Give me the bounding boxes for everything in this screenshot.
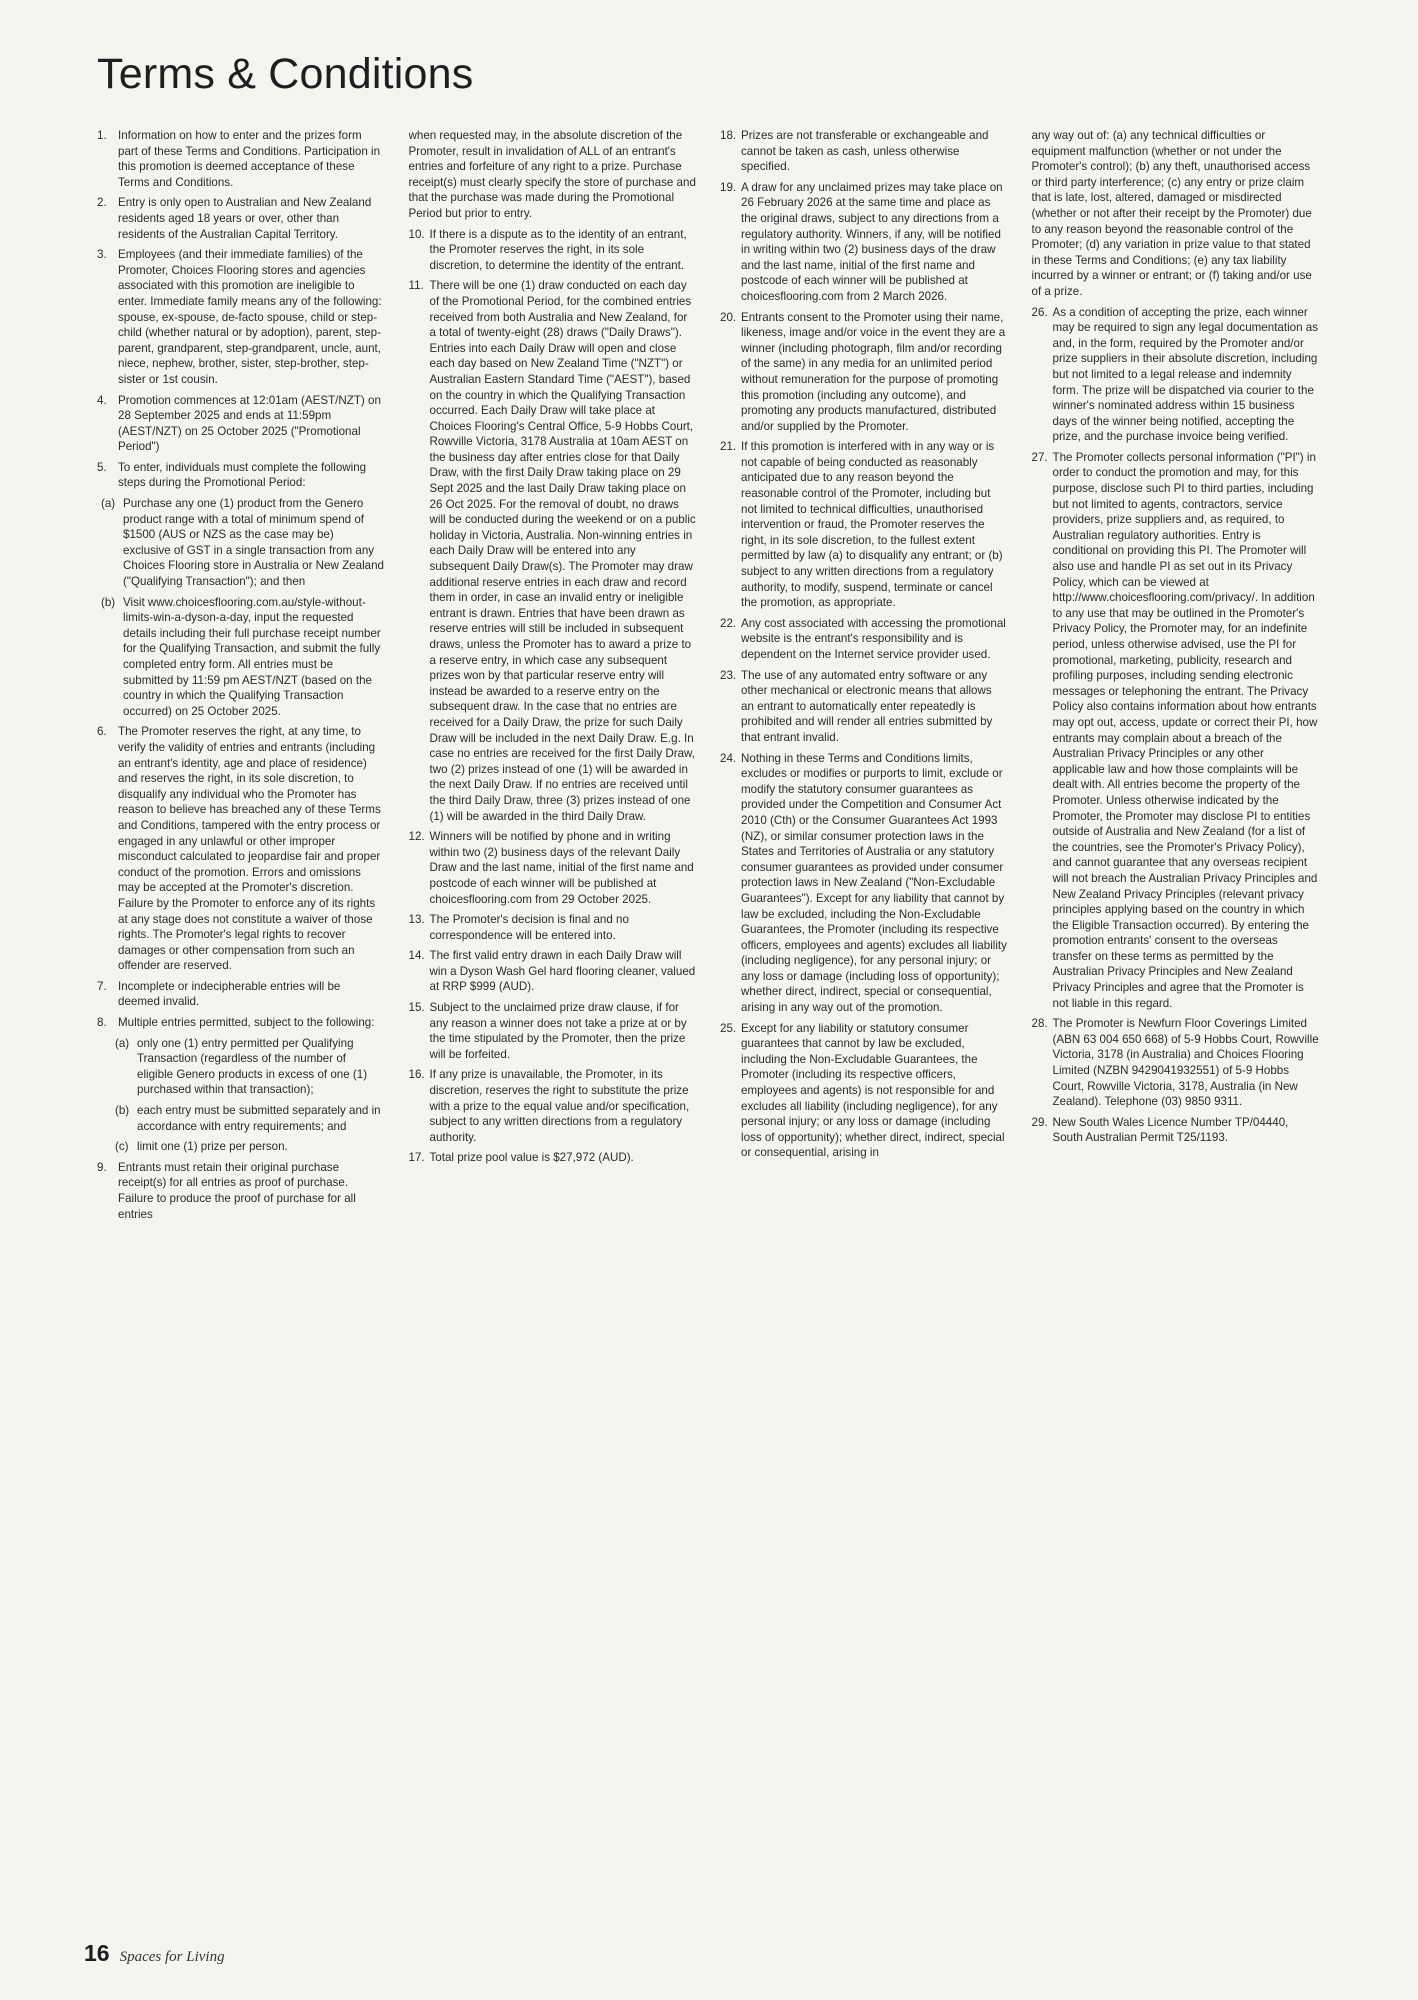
clause-continuation: when requested may, in the absolute discretion of the Promoter, result in invalidation of ALL of an entrant's entries and forfeiture of any right to a prize. Purchase receipt(s) must clearly specify the store of purchase and that the purchase was made during the Promotional Period but prior to entry.	[408, 129, 696, 220]
clause	[1032, 1016, 1320, 1110]
clause	[1032, 450, 1320, 1011]
clause-text: Visit www.choicesflooring.com.au/style-without-limits-win-a-dyson-a-day, input the requested details including their full purchase receipt number for the Qualifying Transaction, and submit the fully completed entry form. All entries must be submitted by 11:59 pm AEST/NZT (based on the country in which the Qualifying Transaction occurred) on 25 October 2025.	[123, 595, 381, 718]
column-2	[409, 128, 697, 1928]
clause-text: Entrants consent to the Promoter using their name, likeness, image and/or voice in the event they are a winner (including photograph, film and/or recording of the same) in any media for an unlimited period without remuneration for the purpose of promoting this promotion (including any outcome), and promoting any products manufactured, distributed and/or supplied by the Promoter.	[741, 310, 1006, 433]
clause	[1032, 1115, 1320, 1146]
clause-number: 9.	[97, 1160, 107, 1174]
clause-number: 17.	[408, 1151, 425, 1165]
clause	[720, 439, 1008, 611]
clause-text: New South Wales Licence Number TP/04440, South Australian Permit T25/1193.	[1052, 1115, 1289, 1145]
clause-text: Entry is only open to Australian and New Zealand residents aged 18 years or over, other than residents of the Australian Capital Territory.	[118, 196, 372, 241]
clause-number: (b)	[115, 1104, 130, 1118]
clause-number: 12.	[408, 830, 425, 844]
clause-number: 13.	[408, 913, 425, 927]
clause	[409, 829, 697, 907]
clause-number: 18.	[720, 129, 737, 142]
clause-number: 8.	[97, 1016, 107, 1030]
clause-text: Except for any liability or statutory consumer guarantees that cannot by law be excluded, including the Non-Excludable Guarantees, the Promoter (including its respective officers, employees and agents) is not responsible for and excludes all liability (including negligence), for any personal injury; or any loss or damage (including loss of opportunity); whether direct, indirect, special or consequential, arising in	[741, 1021, 1005, 1160]
clause-text: each entry must be submitted separately and in accordance with entry requirements; and	[137, 1104, 381, 1133]
clause	[720, 180, 1008, 305]
clause	[97, 724, 385, 974]
sub-clause	[97, 496, 385, 590]
clause	[97, 460, 385, 491]
clause-text: Prizes are not transferable or exchangeable and cannot be taken as cash, unless otherwise specified.	[741, 129, 989, 174]
clause	[409, 948, 697, 995]
clause-text: Promotion commences at 12:01am (AEST/NZT) on 28 September 2025 and ends at 11:59pm (AEST/NZT) on 25 October 2025 ("Promotional Period")	[118, 393, 381, 454]
clause-number: 19.	[720, 180, 737, 194]
clause-text: A draw for any unclaimed prizes may take place on 26 February 2026 at the same time and place as the original draws, subject to any directions from a regulatory authority. Winners, if any, will be notified in writing within two (2) business days of the draw and the last name, initial of the first name and postcode of each winner will be published at choicesflooring.com from 2 March 2026.	[741, 180, 1003, 303]
clause-number: 7.	[97, 979, 107, 993]
clause-text: There will be one (1) draw conducted on each day of the Promotional Period, for the combined entries received from both Australia and New Zealand, for a total of twenty-eight (28) draws ("Daily Draws"). Entries into each Daily Draw will open and close each day based on New Zealand Time ("NZT") or Australian Eastern Standard Time ("AEST"), based on the country in which the Qualifying Transaction occurred. Each Daily Draw will take place at Choices Flooring's Central Office, 5-9 Hobbs Court, Rowville Victoria, 3178 Australia at 10am AEST on the business day after entries close for that Daily Draw, with the first Daily Draw taking place on 29 Sept 2025 and the last Daily Draw taking place on 26 Oct 2025. For the removal of doubt, no draws will be conducted during the weekend or on a public holiday in Victoria, Australia. Non-winning entries in each Daily Draw will be entered into any subsequent Daily Draw(s). The Promoter may draw additional reserve entries in each draw and record them in order, in case an invalid entry or ineligible entrant is drawn. Entries that have been drawn as reserve entries will still be included in subsequent draws, unless the Promoter has to award a prize to a reserve entry, in which case any subsequent prizes won by that particular reserve entry will instead be awarded to a reserve entry on the subsequent draw. In the case that no entries are received for a Daily Draw, the prize for such Daily Draw will be included in the next Daily Draw. E.g. In case no entries are received for the first Daily Draw, two (2) prizes instead of one (1) will be awarded in the next Daily Draw. If no entries are received until the third Daily Draw, three (3) prizes instead of one (1) will be awarded in the third Daily Draw.	[429, 279, 696, 823]
sub-clause	[97, 595, 385, 720]
sub-clause	[97, 1036, 385, 1098]
clause	[720, 616, 1008, 663]
clause-number: (a)	[115, 1036, 130, 1050]
clause-number: 22.	[720, 616, 737, 630]
clause-text: Winners will be notified by phone and in writing within two (2) business days of the relevant Daily Draw and the last name, initial of the first name and postcode of each winner will be published at choicesflooring.com from 29 October 2025.	[429, 830, 694, 906]
clause-text: Subject to the unclaimed prize draw clause, if for any reason a winner does not take a prize at or by the time stipulated by the Promoter, then the prize will be forfeited.	[429, 1001, 687, 1061]
clause	[1032, 305, 1320, 445]
clause	[97, 128, 385, 190]
clause-text: Nothing in these Terms and Conditions limits, excludes or modifies or purports to limit, exclude or modify the statutory consumer guarantees as provided under the Competition and Consumer Act 2010 (Cth) or the Consumer Guarantees Act 1993 (NZ), or similar consumer protection laws in the States and Territories of Australia or any statutory consumer guarantees as provided under consumer protection laws in New Zealand ("Non-Excludable Guarantees"). Except for any liability that cannot by law be excluded, including the Non-Excludable Guarantees, the Promoter (including its respective officers, employees and agents) excludes all liability (including negligence), for any personal injury; or any loss or damage (including loss of opportunity); whether direct, indirect, special or consequential, arising in any way out of the promotion.	[741, 751, 1007, 1015]
clause-text: Total prize pool value is $27,972 (AUD).	[429, 1151, 634, 1165]
clause-number: (b)	[101, 595, 116, 609]
clause	[409, 1000, 697, 1062]
clause-text: Entrants must retain their original purchase receipt(s) for all entries as proof of purchase. Failure to produce the proof of purchase for all entries	[118, 1160, 356, 1221]
clause-text: only one (1) entry permitted per Qualifying Transaction (regardless of the number of eligible Genero products in excess of one (1) purchased within that transaction);	[137, 1036, 368, 1097]
clause-text: The use of any automated entry software or any other mechanical or electronic means that allows an entrant to automatically enter repeatedly is prohibited and will render all entries submitted by that entrant invalid.	[741, 668, 993, 744]
clause-number: 16.	[408, 1068, 425, 1082]
clause	[720, 668, 1008, 746]
clause-text: The first valid entry drawn in each Daily Draw will win a Dyson Wash Gel hard flooring cleaner, valued at RRP $999 (AUD).	[429, 949, 696, 994]
clause	[720, 1021, 1008, 1161]
clause-number: 24.	[720, 751, 737, 765]
clause-number: 26.	[1031, 305, 1048, 319]
clause	[97, 1160, 385, 1222]
clause-number: 11.	[408, 279, 424, 293]
clause-text: Any cost associated with accessing the promotional website is the entrant's responsibility and is dependent on the Internet service provider used.	[741, 616, 1006, 661]
clause-text: limit one (1) prize per person.	[137, 1140, 288, 1154]
clause	[97, 393, 385, 455]
clause-number: 4.	[97, 393, 107, 407]
clause	[97, 1015, 385, 1031]
clause-number: 10.	[408, 227, 425, 241]
clause-number: 29.	[1031, 1115, 1048, 1129]
column-3	[720, 128, 1008, 1928]
clause-number: 3.	[97, 248, 107, 262]
clause-text: The Promoter's decision is final and no correspondence will be entered into.	[429, 913, 629, 942]
clause-number: 20.	[720, 310, 737, 324]
clause-text: The Promoter is Newfurn Floor Coverings Limited (ABN 63 004 650 668) of 5-9 Hobbs Court, Rowville Victoria, 3178 (in Australia) and Choices Flooring Limited (NZBN 9429041932551) of 5-9 Hobbs Court, Rowville Victoria, 3178, Australia (in New Zealand). Telephone (03) 9850 9311.	[1052, 1017, 1319, 1109]
clause-number: 5.	[97, 460, 107, 474]
clause-number: 6.	[97, 725, 107, 739]
column-4	[1032, 128, 1320, 1928]
clause-number: (a)	[101, 497, 116, 511]
clause-number: 14.	[408, 949, 425, 963]
clause	[97, 195, 385, 242]
clause-number: 1.	[97, 129, 107, 142]
clause-text: To enter, individuals must complete the following steps during the Promotional Period:	[118, 460, 367, 490]
clause	[409, 1150, 697, 1166]
clause-text: As a condition of accepting the prize, each winner may be required to sign any legal documentation as and, in the form, required by the Promoter and/or prize suppliers in their absolute discretion, including but not limited to a legal release and indemnity form. The prize will be dispatched via courier to the winner's nominated address within 15 business days of the winner being notified, accepting the prize, and the purchase invoice being verified.	[1052, 305, 1319, 444]
clause	[97, 247, 385, 387]
page-footer	[84, 1940, 225, 1967]
clause	[409, 1067, 697, 1145]
clause-text: The Promoter collects personal information ("PI") in order to conduct the promotion and may, for this purpose, disclose such PI to third parties, including but not limited to agents, contractors, service providers, prize suppliers and, as required, to Australian regulatory authorities. Entry is conditional on providing this PI. The Promoter will also use and handle PI as set out in its Privacy Policy, which can be viewed at http://www.choicesflooring.com/privacy/. In addition to any use that may be outlined in the Promoter's Privacy Policy, the Promoter may, for an indefinite period, unless otherwise advised, use the PI for promotional, marketing, publicity, research and profiling purposes, including sending electronic messages or telephoning the entrant. The Privacy Policy also contains information about how entrants may opt out, access, update or correct their PI, how entrants may complain about a breach of the Australian Privacy Principles or any other applicable law and how those complaints will be dealt with. All entries become the property of the Promoter. Unless otherwise indicated by the Promoter, the Promoter may disclose PI to entities outside of Australia and New Zealand (for a list of the countries, see the Promoter's Privacy Policy), and cannot guarantee that any overseas recipient will not breach the Australian Privacy Principles and New Zealand Privacy Principles (relevant privacy principles applying based on the country in which the Eligible Transaction occurred). By entering the promotion entrants' consent to the overseas transfer on these terms as permitted by the Australian Privacy Principles and New Zealand Privacy Principles and agree that the Promoter is not liable in this regard.	[1052, 450, 1318, 1010]
clause	[409, 227, 697, 274]
page-number: 16	[84, 1940, 110, 1966]
clause-number: 21.	[720, 440, 737, 454]
clause	[409, 912, 697, 943]
clause-text: Information on how to enter and the prizes form part of these Terms and Conditions. Participation in this promotion is deemed acceptance of these Terms and Conditions.	[118, 129, 381, 189]
terms-columns	[97, 128, 1319, 1928]
clause-text: Employees (and their immediate families) of the Promoter, Choices Flooring stores and agencies associated with this promotion are ineligible to enter. Immediate family means any of the following: spouse, ex-spouse, de-facto spouse, child or step-child (whether natural or by adoption), parent, step-parent, grandparent, step-grandparent, uncle, aunt, niece, nephew, brother, sister, step-brother, step-sister or 1st cousin.	[118, 248, 382, 386]
sub-clause	[97, 1139, 385, 1155]
clause-text: Incomplete or indecipherable entries will be deemed invalid.	[118, 979, 341, 1009]
clause-number: (c)	[115, 1140, 129, 1154]
clause-number: 27.	[1031, 450, 1048, 464]
magazine-title: Spaces for Living	[119, 1949, 225, 1965]
clause-text: If any prize is unavailable, the Promoter, in its discretion, reserves the right to substitute the prize with a prize to the equal value and/or specification, subject to any written directions from a regulatory authority.	[429, 1068, 690, 1144]
clause-text: If there is a dispute as to the identity of an entrant, the Promoter reserves the right, in its sole discretion, to determine the identity of the entrant.	[429, 227, 687, 272]
clause-continuation: any way out of: (a) any technical difficulties or equipment malfunction (whether or not under the Promoter's control); (b) any theft, unauthorised access or third party interference; (c) any entry or prize claim that is late, lost, altered, damaged or misdirected (whether or not after their receipt by the Promoter) due to any reason beyond the reasonable control of the Promoter; (d) any variation in prize value to that stated in these Terms and Conditions; (e) any tax liability incurred by a winner or entrant; or (f) taking and/or use of a prize.	[1031, 129, 1312, 298]
sub-clause	[97, 1103, 385, 1134]
clause	[720, 751, 1008, 1016]
clause	[97, 979, 385, 1010]
clause-number: 25.	[720, 1021, 737, 1035]
clause-number: 23.	[720, 668, 737, 682]
clause-number: 2.	[97, 196, 107, 210]
page-title: Terms & Conditions	[97, 50, 474, 98]
column-1	[97, 128, 385, 1928]
clause-number: 15.	[408, 1001, 425, 1015]
clause-text: Multiple entries permitted, subject to the following:	[118, 1016, 375, 1030]
clause-number: 28.	[1031, 1017, 1048, 1031]
clause	[720, 310, 1008, 435]
clause-text: The Promoter reserves the right, at any time, to verify the validity of entries and entrants (including an entrant's identity, age and place of residence) and reserves the right, in its sole discretion, to disqualify any individual who the Promoter has reason to believe has breached any of these Terms and Conditions, tampered with the entry process or engaged in any unlawful or other improper misconduct calculated to jeopardise fair and proper conduct of the promotion. Errors and omissions may be accepted at the Promoter's discretion. Failure by the Promoter to enforce any of its rights at any stage does not constitute a waiver of those rights. The Promoter's legal rights to recover damages or other compensation from such an offender are reserved.	[118, 725, 381, 973]
clause-text: Purchase any one (1) product from the Genero product range with a total of minimum spend of $1500 (AUS or NZS as the case may be) exclusive of GST in a single transaction from any Choices Flooring store in Australia or New Zealand ("Qualifying Transaction"); and then	[123, 497, 384, 589]
clause-text: If this promotion is interfered with in any way or is not capable of being conducted as reasonably anticipated due to any reason beyond the reasonable control of the Promoter, including but not limited to technical difficulties, unauthorised intervention or fraud, the Promoter reserves the right, in its sole discretion, to the fullest extent permitted by law (a) to disqualify any entrant; or (b) subject to any written directions from a regulatory authority, to modify, suspend, terminate or cancel the promotion, as appropriate.	[741, 440, 1003, 610]
clause	[720, 128, 1008, 175]
clause	[409, 278, 697, 824]
